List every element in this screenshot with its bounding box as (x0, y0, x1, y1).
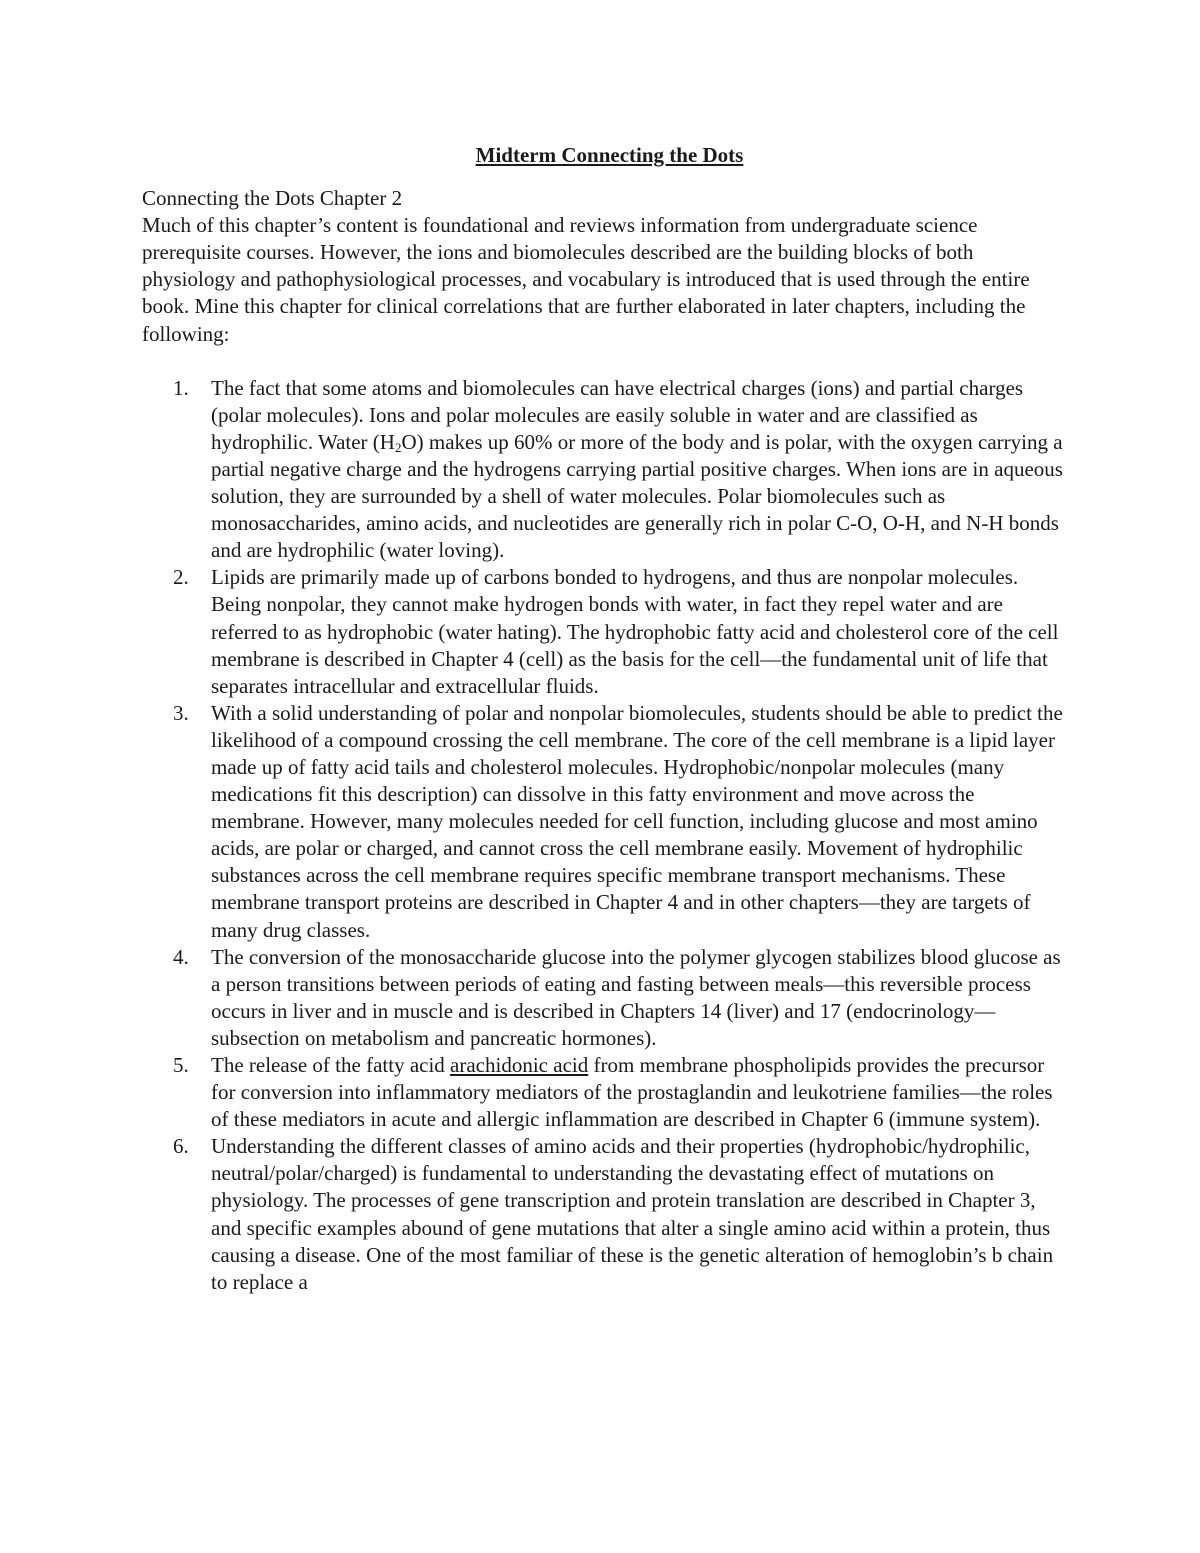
list-item-number: 6. (173, 1134, 189, 1159)
list-item-text: Understanding the different classes of amino acids and their properties (hydrophobic/hydrophilic, neutral/polar/charged) is fundamental to understanding the devastating effect of mutations on physiology. The processes of gene transcription and protein translation are described in Chapter 3, and specific examples abound of gene mutations that alter a single amino acid within a protein, thus causing a disease. One of the most familiar of these is the genetic alteration of hemoglobin’s b chain to replace a (211, 1134, 1054, 1294)
list-item-text: The release of the fatty acid arachidonic acid from membrane phospholipids provides the precursor for conversion into inflammatory mediators of the prostaglandin and leukotriene families—the roles of these mediators in acute and allergic inflammation are described in Chapter 6 (immune system). (211, 1053, 1053, 1132)
section-heading: Connecting the Dots Chapter 2 (142, 186, 403, 211)
list-item (142, 1133, 1067, 1296)
document-page (142, 142, 1067, 1296)
list-item-text: Lipids are primarily made up of carbons bonded to hydrogens, and thus are nonpolar molecules. Being nonpolar, they cannot make hydrogen bonds with water, in fact they repel water and are referred to as hydrophobic (water hating). The hydrophobic fatty acid and cholesterol core of the cell membrane is described in Chapter 4 (cell) as the basis for the cell—the fundamental unit of life that separates intracellular and extracellular fluids. (211, 565, 1059, 698)
document-title: Midterm Connecting the Dots (475, 143, 744, 167)
list-item-number: 3. (173, 700, 189, 725)
numbered-list (142, 375, 1067, 1296)
list-item-text: The conversion of the monosaccharide glucose into the polymer glycogen stabilizes blood glucose as a person transitions between periods of eating and fasting between meals—this reversible process occurs in liver and in muscle and is described in Chapters 14 (liver) and 17 (endocrinology—subsection on metabolism and pancreatic hormones). (211, 944, 1061, 1050)
list-item-number: 1. (173, 375, 189, 400)
list-item-number: 2. (173, 565, 189, 590)
list-item (142, 1052, 1067, 1133)
list-item-number: 4. (173, 944, 189, 969)
list-item (142, 944, 1067, 1052)
list-item (142, 700, 1067, 944)
list-item (142, 564, 1067, 699)
intro-paragraph: Much of this chapter’s content is foundational and reviews information from undergraduate science prerequisite courses. However, the ions and biomolecules described are the building blocks of both physiology and pathophysiological processes, and vocabulary is introduced that is used through the entire book. Mine this chapter for clinical correlations that are further elaborated in later chapters, including the following: (142, 213, 1030, 346)
list-item-number: 5. (173, 1053, 189, 1077)
list-item (142, 375, 1067, 565)
subscript-2: 2 (394, 439, 402, 455)
list-item-text: With a solid understanding of polar and nonpolar biomolecules, students should be able to predict the likelihood of a compound crossing the cell membrane. The core of the cell membrane is a lipid layer made up of fatty acid tails and cholesterol molecules. Hydrophobic/nonpolar molecules (many medications fit this description) can dissolve in this fatty environment and move across the membrane. However, many molecules needed for cell function, including glucose and most amino acids, are polar or charged, and cannot cross the cell membrane easily. Movement of hydrophilic substances across the cell membrane requires specific membrane transport mechanisms. These membrane transport proteins are described in Chapter 4 and in other chapters—they are targets of many drug classes. (211, 700, 1063, 942)
underlined-term: arachidonic acid (450, 1053, 589, 1077)
list-item-text: The fact that some atoms and biomolecules can have electrical charges (ions) and partial charges (polar molecules). Ions and polar molecules are easily soluble in water and are classified as hydrophilic. Water $(H_2O)$ makes up 60% or more of the body and is polar, with the oxygen carrying a partial negative charge and the hydrogens carrying partial positive charges. When ions are in aqueous solution, they are surrounded by a shell of water molecules. Polar biomolecules such as monosaccharides, amino acids, and nucleotides are generally rich in polar C-O, O-H, and N-H bonds and are hydrophilic (water loving). (211, 375, 1063, 563)
